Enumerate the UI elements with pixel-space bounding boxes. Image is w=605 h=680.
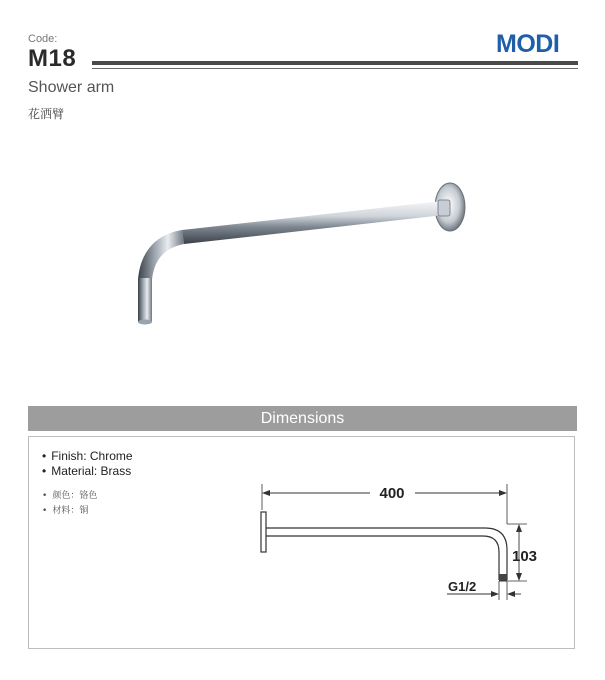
length-dimension: 400 [379, 485, 405, 502]
spec-finish-zh: • 颜色：铬色 [42, 489, 97, 504]
header-rule-thin [92, 68, 578, 69]
spec-finish: • Finish: Chrome [42, 449, 133, 464]
shower-arm-image [120, 170, 480, 330]
product-code: M18 [28, 45, 77, 72]
spec-list-chinese [42, 489, 97, 519]
spec-material-zh: • 材料：铜 [42, 504, 97, 519]
thread-dimension: G1/2 [448, 579, 477, 594]
brand-logo: MODI [496, 30, 560, 58]
spec-list-english [42, 449, 133, 479]
code-label: Code: [28, 33, 58, 45]
height-dimension: 103 [512, 548, 538, 565]
technical-drawing [255, 480, 555, 610]
product-name-chinese: 花洒臂 [28, 107, 65, 121]
spec-material: • Material: Brass [42, 464, 133, 479]
dimensions-header: Dimensions [28, 406, 577, 431]
header-rule-thick [92, 61, 578, 65]
product-name-english: Shower arm [28, 79, 115, 96]
